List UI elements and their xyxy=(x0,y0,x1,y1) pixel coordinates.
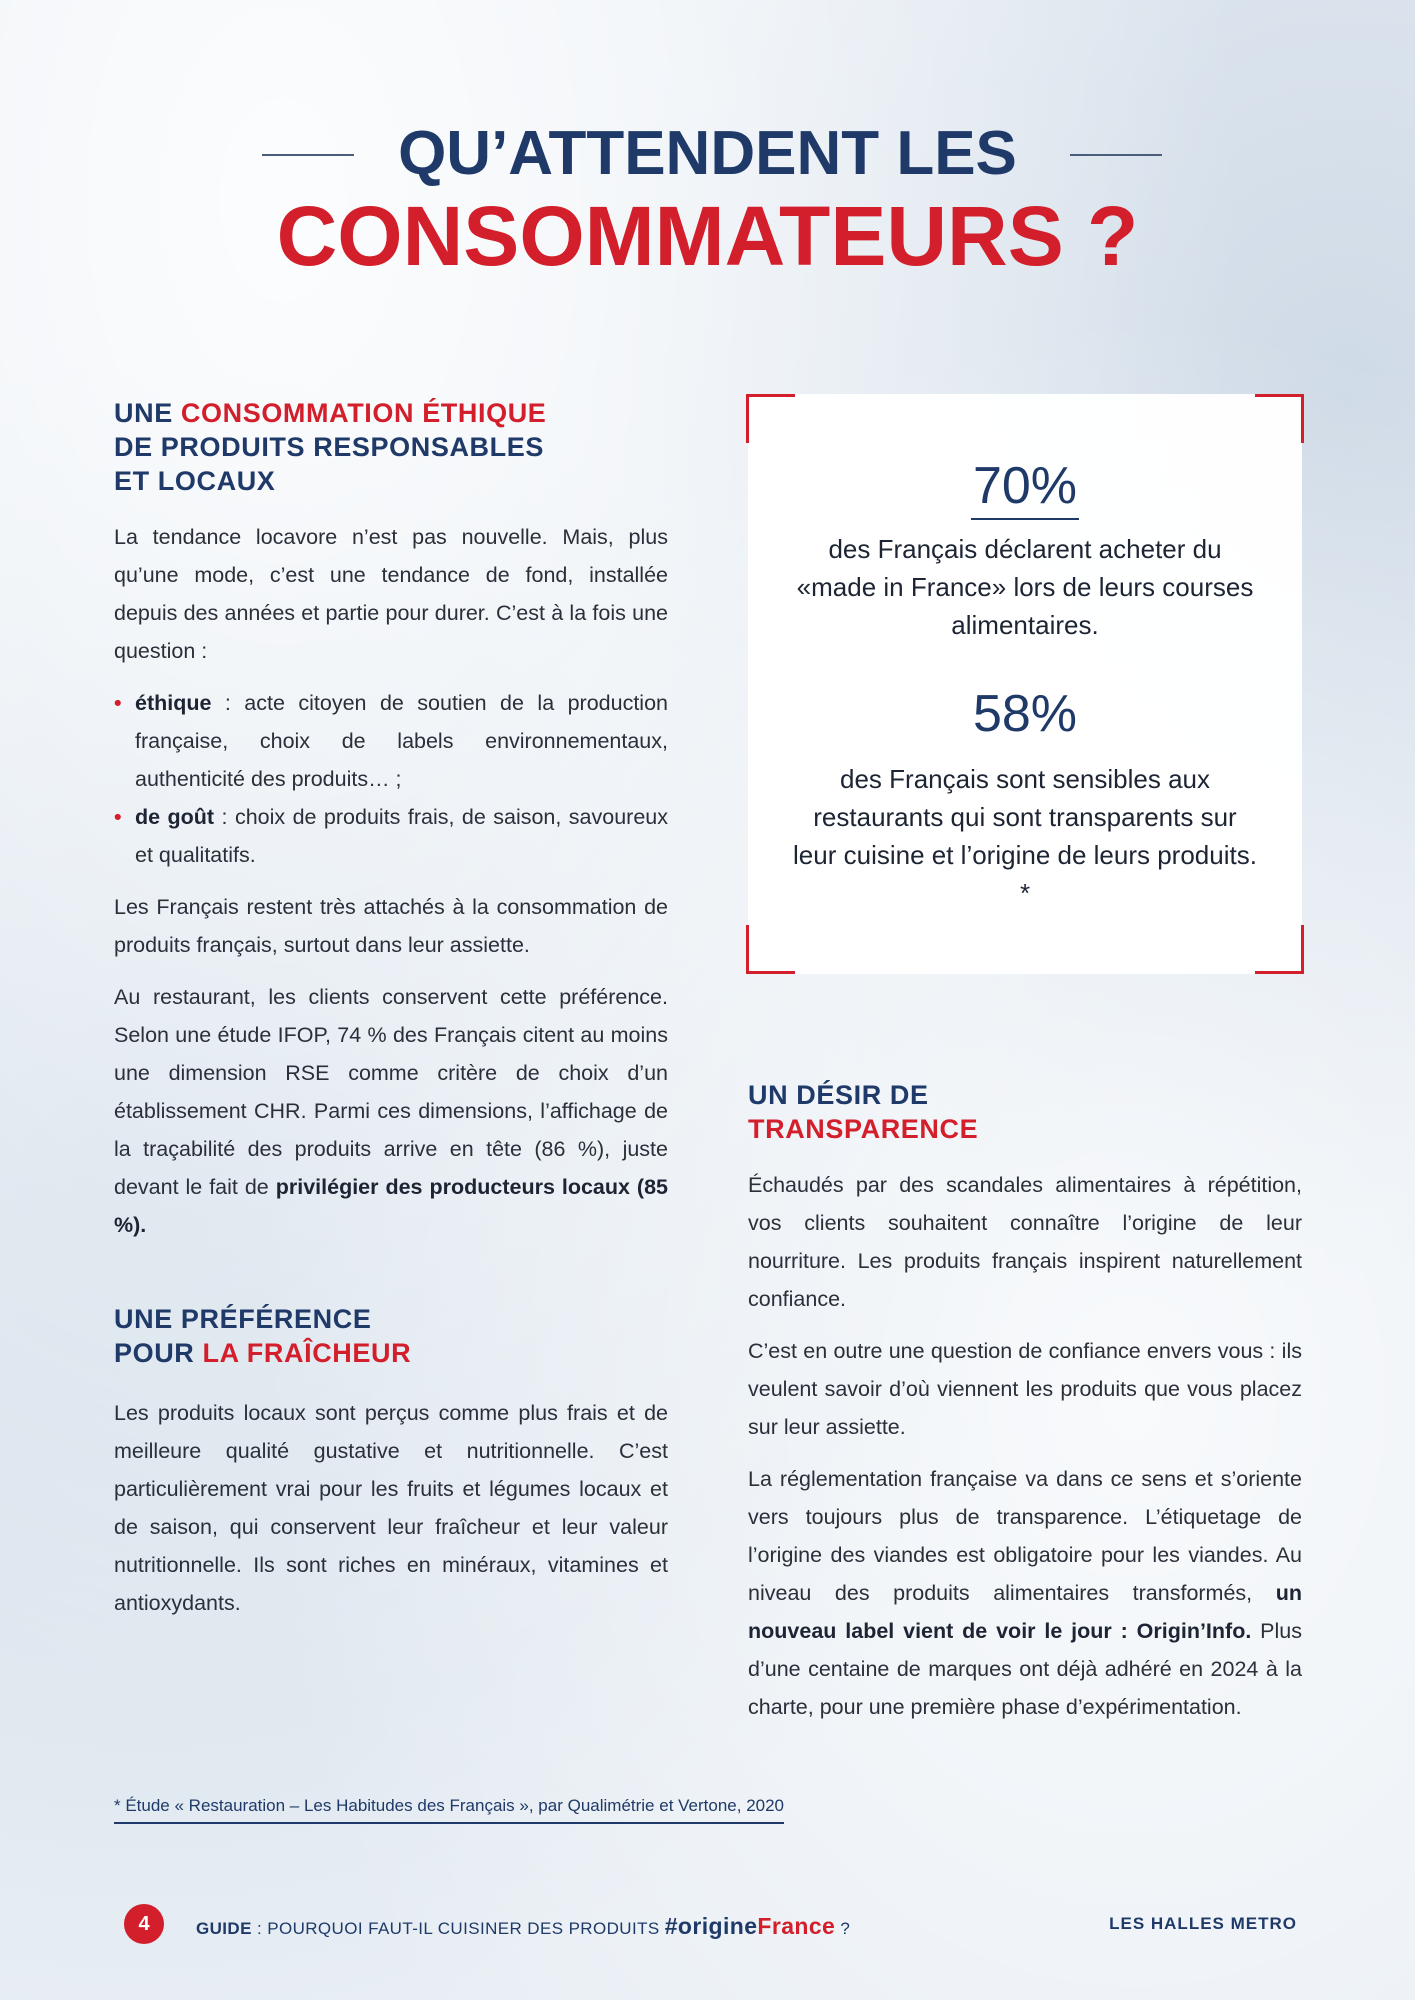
section1-para3-text: Au restaurant, les clients conservent cette préférence. Selon une étude IFOP, 74 % des Français citent au moins une dimension RSE comme critère de choix d’un établissement CHR. Parmi ces dimensions, l’affichage de la traçabilité des produits arrive en tête (86 %), juste devant le fait de xyxy=(114,985,668,1199)
section3-para1: Échaudés par des scandales alimentaires à répétition, vos clients souhaitent connaître l’origine de leur nourriture. Les produits français inspirent naturellement confiance. xyxy=(748,1173,1302,1311)
page-title-line2: CONSOMMATEURS ? xyxy=(276,189,1139,283)
stat2-value xyxy=(748,684,1302,744)
section1-heading-line2: DE PRODUITS RESPONSABLES xyxy=(114,432,544,462)
footer-guide-text: : POURQUOI FAUT-IL CUISINER DES PRODUITS xyxy=(251,1919,665,1938)
section3-para3 xyxy=(748,1460,1302,1726)
section3-heading-line1: UN DÉSIR DE xyxy=(748,1080,929,1110)
bullet-bold: éthique xyxy=(135,691,212,715)
stat2-value-text: 58% xyxy=(972,685,1078,743)
section3-para3-start: La réglementation française va dans ce sens et s’oriente vers toujours plus de transparence. L’étiquetage de l’origine des viandes est obligatoire pour les viandes. Au niveau des produits alimentaires transformés, xyxy=(748,1467,1302,1605)
stat1-value xyxy=(748,456,1302,520)
footer-guide-suffix: ? xyxy=(835,1919,851,1938)
frame-corner-icon xyxy=(746,925,795,974)
section1-para3-bold: privilégier des producteurs locaux (85 %). xyxy=(114,1175,669,1237)
left-column xyxy=(114,396,668,1622)
page-number: 4 xyxy=(124,1904,164,1944)
bullet-bold: de goût xyxy=(135,805,215,829)
section2-heading-prefix: POUR xyxy=(114,1338,203,1368)
bullet-icon: • xyxy=(114,805,122,829)
list-item xyxy=(114,684,668,798)
stat2-text: des Français sont sensibles aux restaurants qui sont transparents sur leur cuisine et l’origine de leurs produits. * xyxy=(793,764,1257,908)
bullet-text: : acte citoyen de soutien de la production française, choix de labels environnementaux, authenticité des produits… ; xyxy=(135,691,668,791)
bullet-text: : choix de produits frais, de saison, savoureux et qualitatifs. xyxy=(135,805,668,867)
section2-heading xyxy=(114,1302,668,1370)
stat1-text: des Français déclarent acheter du «made in France» lors de leurs courses alimentaires. xyxy=(796,534,1254,640)
frame-corner-icon xyxy=(1255,925,1304,974)
stats-box xyxy=(748,394,1302,974)
section1-intro: La tendance locavore n’est pas nouvelle. Mais, plus qu’une mode, c’est une tendance de fond, installée depuis des années et partie pour durer. C’est à la fois une question : xyxy=(114,525,668,663)
section3-para2: C’est en outre une question de confiance envers vous : ils veulent savoir d’où viennent les produits que vous placez sur leur assiette. xyxy=(748,1339,1302,1439)
section1-heading-line3: ET LOCAUX xyxy=(114,466,276,496)
footer-hashtag xyxy=(665,1913,836,1939)
list-item xyxy=(114,798,668,874)
section2-heading-highlight: LA FRAÎCHEUR xyxy=(202,1338,412,1368)
section3-para3-bold: un nouveau label vient de voir le jour : Origin’Info. xyxy=(748,1581,1302,1643)
section2-para: Les produits locaux sont perçus comme plus frais et de meilleure qualité gustative et nutritionnelle. C’est particulièrement vrai pour les fruits et légumes locaux et de saison, qui conservent leur fraîcheur et leur valeur nutritionnelle. Ils sont riches en minéraux, vitamines et antioxydants. xyxy=(114,1401,668,1615)
section1-para2: Les Français restent très attachés à la consommation de produits français, surtout dans leur assiette. xyxy=(114,895,668,957)
footer-guide-label: GUIDE xyxy=(196,1919,252,1938)
footer-brand: LES HALLES METRO xyxy=(1109,1914,1297,1933)
frame-corner-icon xyxy=(1255,394,1304,443)
section3-heading xyxy=(748,1078,1302,1146)
frame-corner-icon xyxy=(746,394,795,443)
page-title-line1: QU’ATTENDENT LES xyxy=(398,119,1017,188)
footer-hashtag-prefix: #origine xyxy=(664,1913,758,1939)
section1-bullet-list xyxy=(114,684,668,874)
footnote: * Étude « Restauration – Les Habitudes des Français », par Qualimétrie et Vertone, 2020 xyxy=(114,1796,784,1824)
section3-para3-end: Plus d’une centaine de marques ont déjà adhéré en 2024 à la charte, pour une première phase d’expérimentation. xyxy=(748,1619,1302,1719)
footer-hashtag-highlight: France xyxy=(757,1913,836,1939)
right-column xyxy=(748,1078,1302,1726)
section2-heading-line1: UNE PRÉFÉRENCE xyxy=(114,1304,372,1334)
section3-heading-highlight: TRANSPARENCE xyxy=(748,1114,979,1144)
footer-guide xyxy=(196,1913,850,1940)
stat1-value-text: 70% xyxy=(971,456,1079,520)
section1-heading-highlight: CONSOMMATION ÉTHIQUE xyxy=(180,398,547,428)
section1-heading-prefix: UNE xyxy=(114,398,181,428)
section1-heading xyxy=(114,396,668,498)
bullet-icon: • xyxy=(114,691,122,715)
section1-para3 xyxy=(114,978,668,1244)
